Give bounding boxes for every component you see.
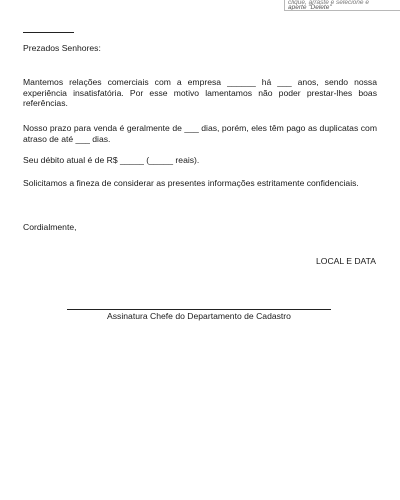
letter-paragraph-debt: Seu débito atual é de R$ _____ (_____ reais). — [23, 155, 200, 165]
signature-line — [67, 309, 331, 310]
location-and-date: LOCAL E DATA — [315, 256, 376, 266]
letter-closing: Cordialmente, — [23, 222, 77, 232]
edit-instruction-note[interactable] — [284, 0, 400, 11]
letter-paragraph-confidential: Solicitamos a fineza de considerar as presentes informações estritamente confidenciais. — [23, 178, 359, 188]
reference-blank-line — [23, 32, 74, 33]
signature-label: Assinatura Chefe do Departamento de Cadastro — [107, 311, 291, 321]
edit-note-line-2: aperte "Delete" — [288, 4, 332, 11]
edit-note-line-1: clique, arraste e selecione e — [288, 0, 369, 5]
letter-paragraph-terms: Nosso prazo para venda é geralmente de ___ dias, porém, eles têm pago as duplicatas com atraso de até ___ dias. — [23, 123, 377, 144]
letter-paragraph-relations: Mantemos relações comerciais com a empresa ______ há ___ anos, sendo nossa experiência insatisfatória. Por esse motivo lamentamos não poder prestar-lhes boas referências. — [23, 77, 377, 109]
letter-greeting: Prezados Senhores: — [23, 43, 101, 53]
